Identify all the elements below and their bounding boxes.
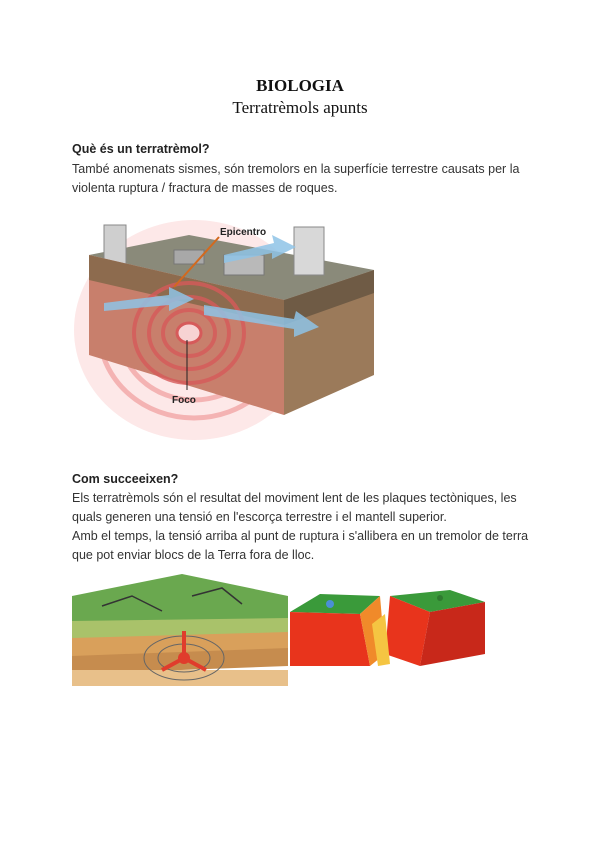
earthquake-diagram-image xyxy=(74,215,384,445)
epicenter-label: Epicentro xyxy=(220,227,267,238)
fault-layers-diagram-image xyxy=(72,566,288,686)
paragraph: Amb el temps, la tensió arriba al punt de ruptura i s'allibera en un tremolor de terra que pot enviar blocs de la Terra fora de lloc. xyxy=(72,529,529,562)
section-heading-how: Com succeeixen? xyxy=(72,472,179,486)
section-body-what-is xyxy=(72,160,542,198)
document-subtitle: Terratrèmols apunts xyxy=(232,98,368,117)
tectonic-plates-diagram-image xyxy=(290,584,485,670)
paragraph: També anomenats sismes, són tremolors en la superfície terrestre causats per la violenta ruptura / fractura de masses de roques. xyxy=(72,162,520,195)
paragraph: Els terratrèmols són el resultat del moviment lent de les plaques tectòniques, les quals generen una tensió en l'escorça terrestre i el mantell superior. xyxy=(72,491,517,524)
section-body-how xyxy=(72,489,542,565)
document-title: BIOLOGIA xyxy=(256,76,344,95)
focus-label: Foco xyxy=(172,395,196,406)
section-heading-what-is: Què és un terratrèmol? xyxy=(72,142,210,156)
